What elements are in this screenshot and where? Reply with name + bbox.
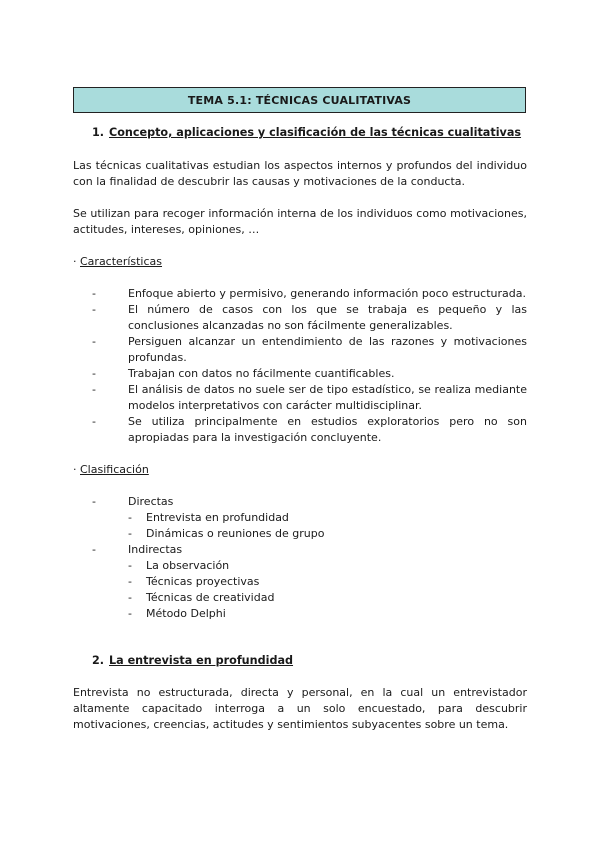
section-1-paragraph-1: Las técnicas cualitativas estudian los aspectos internos y profundos del individuo con la finalidad de descubrir las causas y motivaciones de la conducta. [73,159,527,188]
list-item: - Entrevista en profundidad [128,510,324,526]
section-1-heading [92,126,521,139]
clasificacion-label: Clasificación [80,463,149,476]
section-1-number: 1. [92,126,105,139]
list-item: - Técnicas proyectivas [128,574,274,590]
caracteristicas-list [92,286,527,446]
directas-list [128,510,324,542]
list-item: - Dinámicas o reuniones de grupo [128,526,324,542]
list-item: - El número de casos con los que se trabaja es pequeño y las conclusiones alcanzadas no son fácilmente generalizables. [92,302,527,334]
clasificacion-subheading [73,462,149,478]
indirectas-label: - Indirectas [92,542,292,558]
page-title-text: TEMA 5.1: TÉCNICAS CUALITATIVAS [187,93,412,107]
clasificacion-indirectas [92,542,292,558]
list-item: - Trabajan con datos no fácilmente cuantificables. [92,366,527,382]
clasificacion-directas [92,494,292,510]
list-item: - Persiguen alcanzar un entendimiento de las razones y motivaciones profundas. [92,334,527,366]
caracteristicas-bullet: · [73,255,77,268]
section-2-heading [92,654,293,667]
directas-label: - Directas [92,494,292,510]
caracteristicas-label: Características [80,255,163,268]
list-item: - Enfoque abierto y permisivo, generando información poco estructurada. [92,286,527,302]
section-2-title: La entrevista en profundidad [109,654,294,667]
section-1-paragraph-2: Se utilizan para recoger información interna de los individuos como motivaciones, actitudes, intereses, opiniones, … [73,207,527,236]
list-item: - El análisis de datos no suele ser de tipo estadístico, se realiza mediante modelos interpretativos con carácter multidisciplinar. [92,382,527,414]
list-item: - La observación [128,558,274,574]
list-item: - Método Delphi [128,606,274,622]
section-2-paragraph: Entrevista no estructurada, directa y personal, en la cual un entrevistador altamente capacitado interroga a un solo encuestado, para descubrir motivaciones, creencias, actitudes y sentimientos subyacentes sobre un tema. [73,686,527,731]
section-2-number: 2. [92,654,105,667]
clasificacion-bullet: · [73,463,77,476]
list-item: - Técnicas de creatividad [128,590,274,606]
list-item: - Se utiliza principalmente en estudios exploratorios pero no son apropiadas para la investigación concluyente. [92,414,527,446]
caracteristicas-subheading [73,254,162,270]
indirectas-list [128,558,274,622]
page-title [73,87,526,113]
section-1-title: Concepto, aplicaciones y clasificación de las técnicas cualitativas [109,126,522,139]
